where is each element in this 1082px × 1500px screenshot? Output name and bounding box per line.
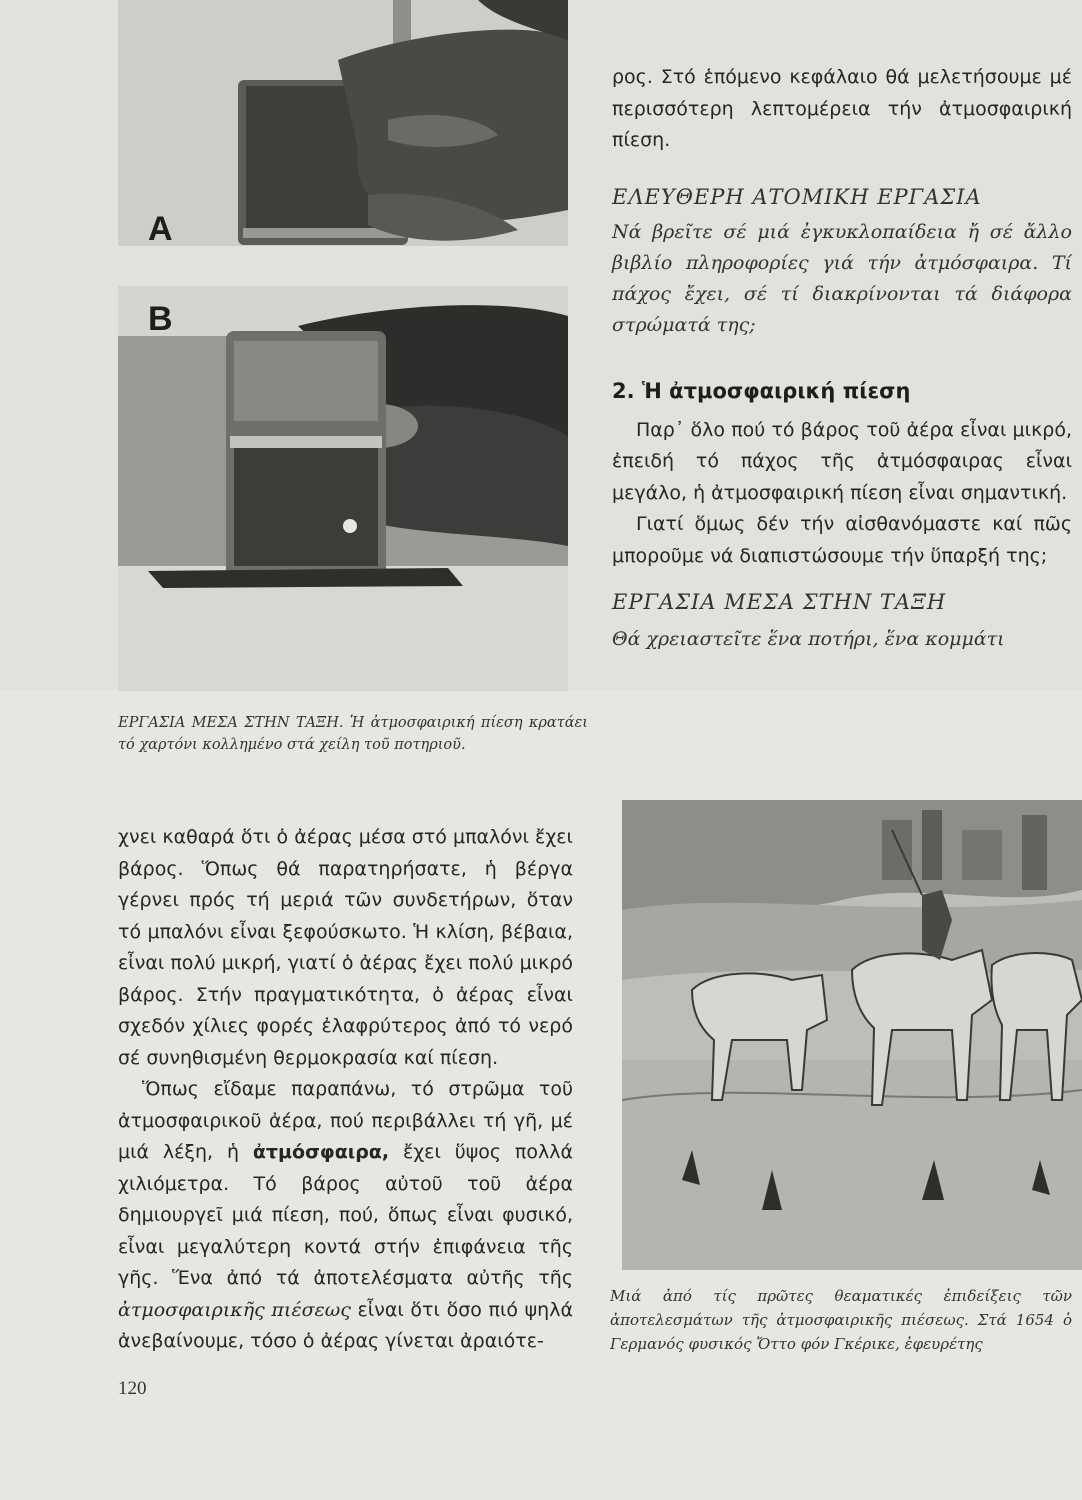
term-atmosphere: ἀτμόσφαιρα, bbox=[252, 1141, 390, 1163]
left-paragraph-2-end: εἶναι ὅτι ὅσο πιό ψηλά ἀνεβαίνουμε, τόσο ὁ ἀέρας γίνεται ἀραιότε- bbox=[118, 1298, 573, 1352]
right-paragraph-1: ρος. Στό ἑπόμενο κεφάλαιο θά μελετήσουμε μέ περισσότερη λεπτομέρεια τήν ἀτμοσφαιρική πίεση. bbox=[612, 66, 1072, 151]
right-figure-caption-block bbox=[610, 1284, 1072, 1356]
class-work-text: Θά χρειαστεῖτε ἕνα ποτήρι, ἕνα κομμάτι bbox=[612, 628, 1005, 650]
photo-glass-a bbox=[118, 0, 568, 276]
heading-class-work: ΕΡΓΑΣΙΑ ΜΕΣΑ ΣΤΗΝ ΤΑΞΗ bbox=[612, 590, 947, 614]
right-paragraph-2: Παρ᾽ ὅλο πού τό βάρος τοῦ ἀέρα εἶναι μικρό, ἐπειδή τό πάχος τῆς ἀτμόσφαιρας εἶναι μεγάλο, ἡ ἀτμοσφαιρική πίεση εἶναι σημαντική. bbox=[612, 418, 1072, 504]
left-paragraph-1: χνει καθαρά ὅτι ὁ ἀέρας μέσα στό μπαλόνι ἔχει βάρος. Ὅπως θά παρατηρήσατε, ἡ βέργα γέρνει πρός τή μεριά τῶν συνδετήρων, ὅταν τό μπαλόνι εἶναι ξεφούσκωτο. Ἡ κλίση, βέβαια, εἶναι πολύ μικρή, γιατί ὁ ἀέρας ἔχει πολύ μικρό βάρος. Στήν πραγματικότητα, ὁ ἀέρας εἶναι σχεδόν χίλιες φορές ἐλαφρύτερος ἀπό τό νερό σέ συνηθισμένη θερμοκρασία καί πίεση. bbox=[118, 826, 573, 1069]
photo-label-b: B bbox=[148, 300, 173, 338]
left-paragraph-2-start: Ὅπως εἴδαμε παραπάνω, τό στρῶμα τοῦ ἀτμοσφαιρικοῦ ἀέρα, πού περιβάλλει τή γῆ, μέ μιά λέξη, ἡ bbox=[118, 1078, 573, 1163]
engraving-illustration bbox=[622, 800, 1082, 1270]
left-paragraph-2-mid: ἔχει ὕψος πολλά χιλιόμετρα. Τό βάρος αὐτοῦ τοῦ ἀέρα δημιουργεῖ μιά πίεση, πού, ὅπως εἶναι φυσικό, εἶναι μεγαλύτερη κοντά στήν ἐπιφάνεια τῆς γῆς. Ἕνα ἀπό τά ἀποτελέσματα αὐτῆς τῆς bbox=[118, 1141, 573, 1289]
right-column-top bbox=[612, 62, 1072, 655]
left-figure-caption-block bbox=[118, 712, 588, 756]
glass-a-illustration bbox=[118, 0, 568, 276]
glass-b-illustration bbox=[118, 286, 568, 691]
photo-glass-b bbox=[118, 286, 568, 691]
free-work-text: Νά βρεῖτε σέ μιά ἐγκυκλοπαίδεια ἤ σέ ἄλλο βιβλίο πληροφορίες γιά τήν ἀτμόσφαιρα. Τί πάχος ἔχει, σέ τί διακρίνονται τά διάφορα στρώματά της; bbox=[612, 220, 1072, 336]
left-figure-caption: ΕΡΓΑΣΙΑ ΜΕΣΑ ΣΤΗΝ ΤΑΞΗ. Ἡ ἀτμοσφαιρική πίεση κρατάει τό χαρτόνι κολλημένο στά χείλη τοῦ ποτηριοῦ. bbox=[118, 715, 588, 753]
section-title-atmospheric-pressure: 2. Ἡ ἀτμοσφαιρική πίεση bbox=[612, 378, 911, 403]
heading-free-individual-work: ΕΛΕΥΘΕΡΗ ΑΤΟΜΙΚΗ ΕΡΓΑΣΙΑ bbox=[612, 184, 982, 209]
page-number: 120 bbox=[118, 1378, 147, 1399]
left-column-body bbox=[118, 822, 573, 1358]
right-figure-caption: Μιά ἀπό τίς πρῶτες θεαματικές ἐπιδείξεις τῶν ἀποτελεσμάτων τῆς ἀτμοσφαιρικῆς πιέσεως. Στά 1654 ὁ Γερμανός φυσικός Ὄττο φόν Γκέρικε, ἐφευρέτης bbox=[610, 1287, 1072, 1353]
left-paragraph-2 bbox=[118, 1074, 573, 1358]
photo-label-a: A bbox=[148, 210, 173, 248]
right-paragraph-3: Γιατί ὅμως δέν τήν αἰσθανόμαστε καί πῶς μποροῦμε νά διαπιστώσουμε τήν ὕπαρξή της; bbox=[612, 513, 1072, 567]
term-atmospheric-pressure: ἀτμοσφαιρικῆς πιέσεως bbox=[118, 1298, 351, 1321]
engraving-horses-magdeburg bbox=[622, 800, 1082, 1270]
